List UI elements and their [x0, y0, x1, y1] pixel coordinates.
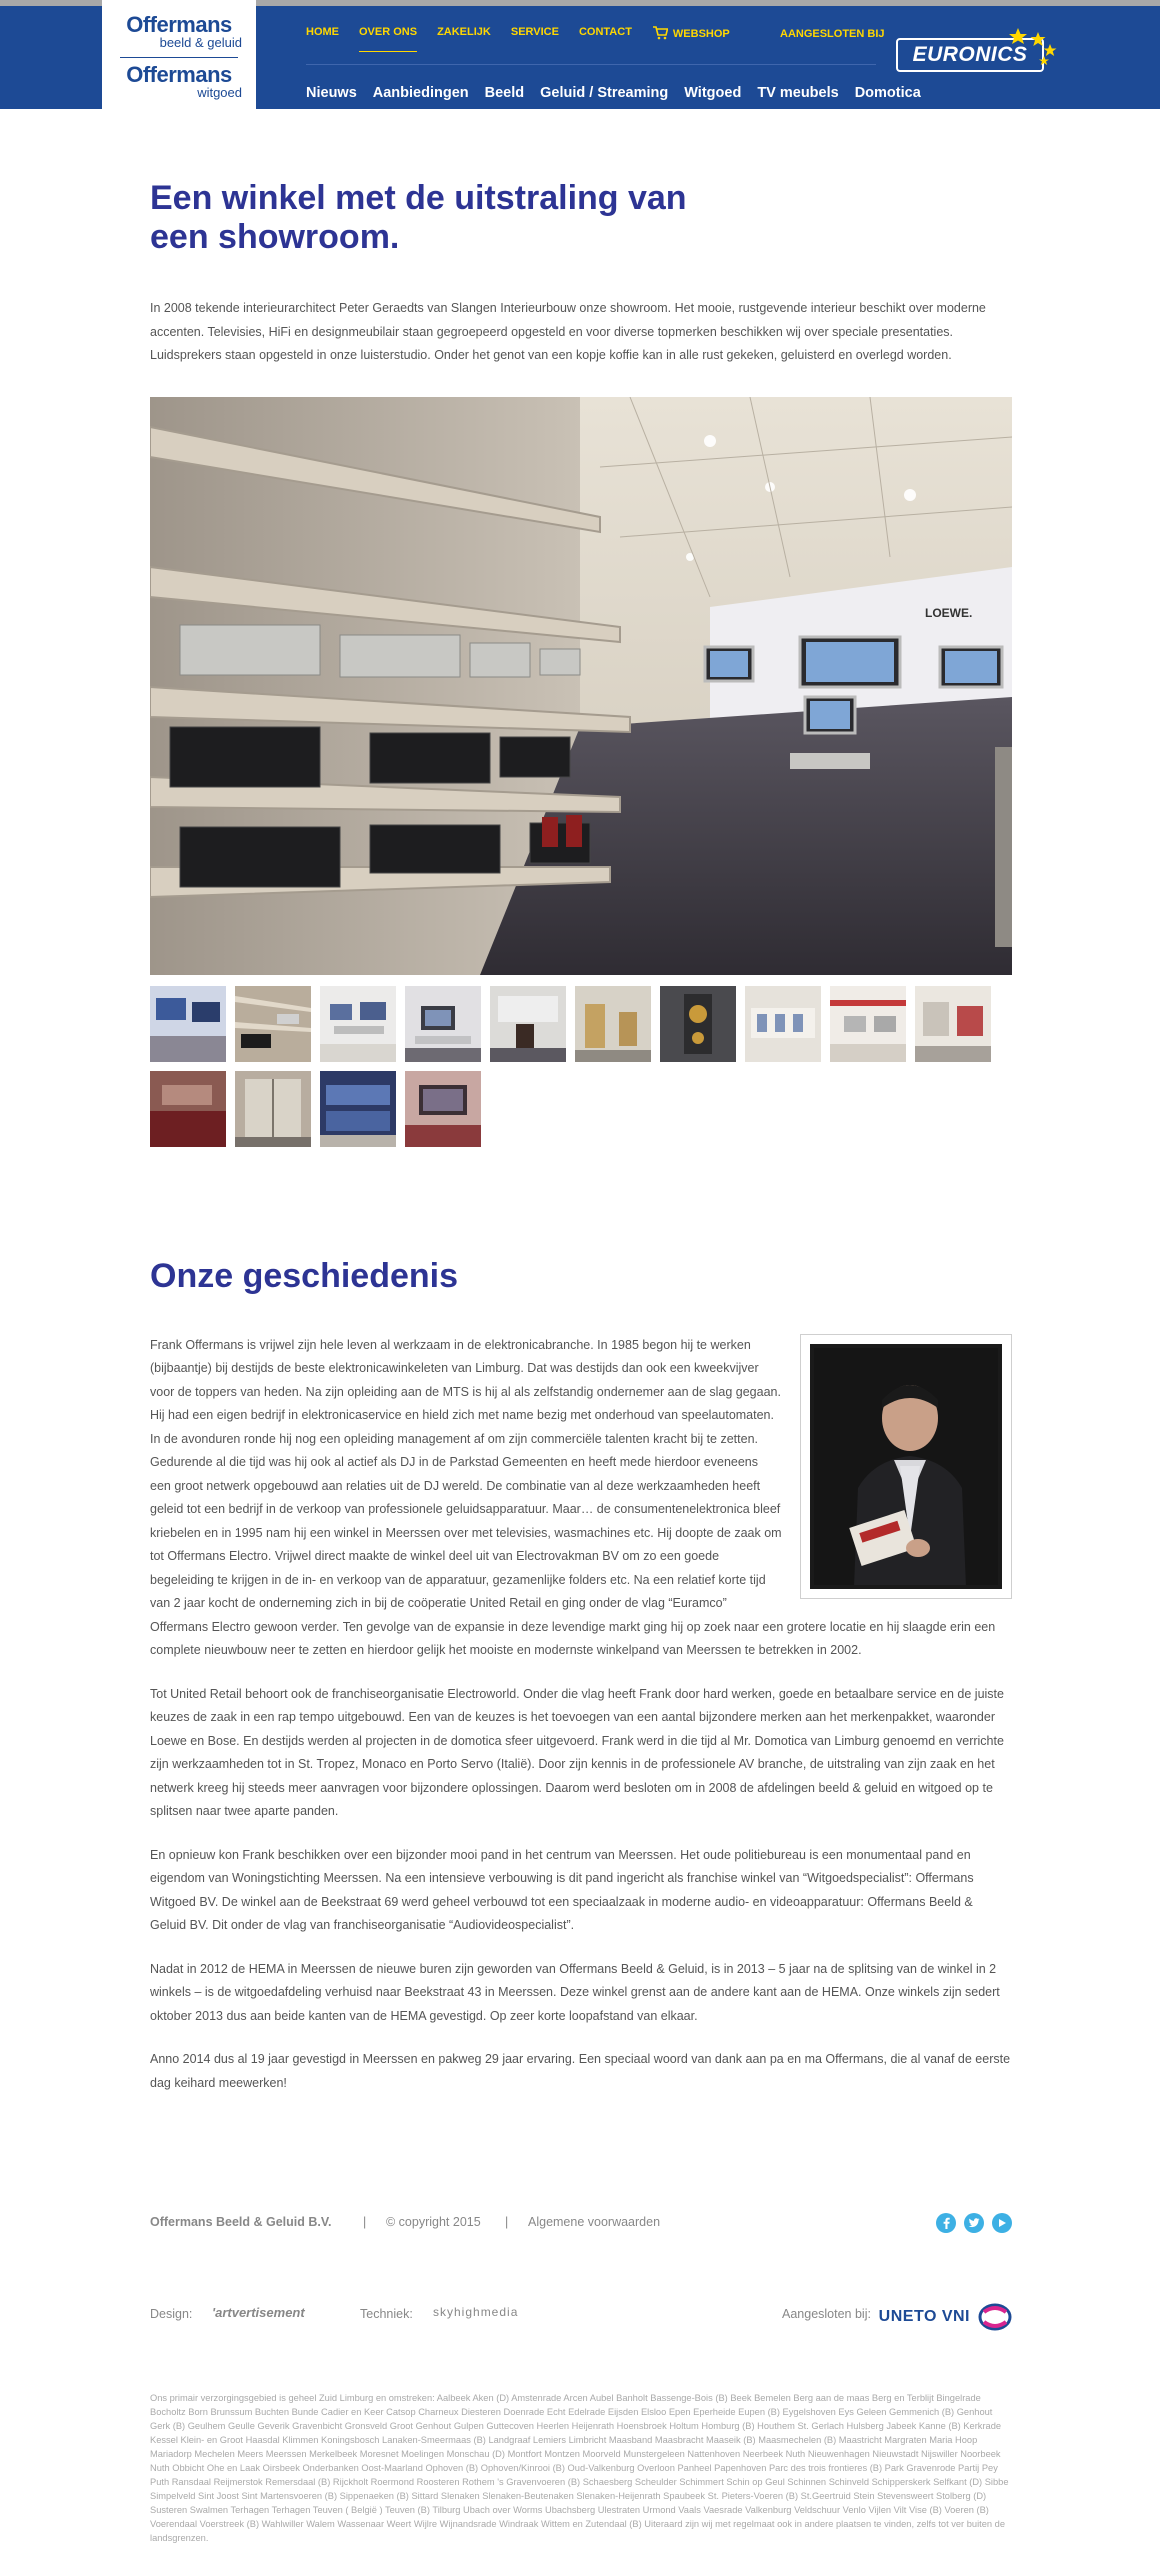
logo-divider [120, 57, 238, 58]
gallery-thumbnail[interactable] [320, 986, 396, 1062]
mainnav-domotica[interactable]: Domotica [854, 85, 921, 101]
cart-icon [652, 26, 668, 43]
logo-bottom-brand: Offermans [126, 62, 232, 87]
topnav-webshop[interactable] [652, 26, 730, 52]
topnav-service[interactable]: SERVICE [510, 26, 559, 38]
logo-top-sub: beeld & geluid [159, 35, 242, 50]
facebook-icon[interactable] [936, 2213, 956, 2233]
stars-icon [1004, 26, 1060, 70]
gallery-thumbnail[interactable] [660, 986, 736, 1062]
gallery-thumbnail[interactable] [745, 986, 821, 1062]
mainnav-beeld[interactable]: Beeld [484, 85, 525, 101]
youtube-icon[interactable] [992, 2213, 1012, 2233]
mainnav-aanbiedingen[interactable]: Aanbiedingen [372, 85, 469, 101]
gallery-thumbnail[interactable] [235, 1071, 311, 1147]
aangesloten-bij-label: AANGESLOTEN BIJ [780, 28, 885, 40]
topnav-over-ons[interactable]: OVER ONS [359, 26, 417, 52]
uneto-vni-emblem-icon [978, 2302, 1012, 2332]
mainnav-geluid-streaming[interactable]: Geluid / Streaming [540, 85, 669, 101]
loewe-sign: LOEWE. [925, 605, 973, 620]
topnav-home[interactable]: HOME [306, 26, 339, 38]
thumbnail-gallery [150, 986, 1012, 1147]
footer-legal-row [150, 2215, 1012, 2245]
nav-divider [306, 64, 876, 65]
mainnav-witgoed[interactable]: Witgoed [684, 85, 742, 101]
topnav-zakelijk[interactable]: ZAKELIJK [437, 26, 491, 38]
twitter-icon[interactable] [964, 2213, 984, 2233]
history-title: Onze geschiedenis [150, 1256, 458, 1295]
logo-bottom-sub: witgoed [197, 85, 242, 100]
showroom-image [150, 397, 1012, 975]
uneto-vni-text: UNETO VNI [878, 2308, 970, 2325]
site-logo[interactable] [102, 0, 256, 115]
history-paragraph: Nadat in 2012 de HEMA in Meerssen de nieuwe buren zijn geworden van Offermans Beeld & Geluid, is in 2013 – 5 jaar na de splitsing van de winkel in 2 winkels – is de witgoedafdeling verhuisd naar Beekstraat 43 in Meerssen. Deze winkel grenst aan de andere kant aan de HEMA. Onze winkels zijn sedert oktober 2013 dus aan beide kanten van de HEMA gevestigd. Op zeer korte loopafstand van elkaar. [150, 1961, 1000, 2023]
euronics-logo-text: EURONICS [896, 38, 1044, 72]
showroom-photo [150, 397, 1012, 975]
history-section [150, 1334, 1012, 2096]
gallery-thumbnail[interactable] [150, 986, 226, 1062]
footer-company: Offermans Beeld & Geluid B.V. [150, 2215, 332, 2229]
tech-label: Techniek: [360, 2307, 413, 2321]
skyhighmedia-logo[interactable]: skyhighmedia [433, 2305, 519, 2319]
gallery-thumbnail[interactable] [235, 986, 311, 1062]
history-paragraph: Anno 2014 dus al 19 jaar gevestigd in Meerssen en pakweg 29 jaar ervaring. Een speciaal woord van dank aan pa en ma Offermans, die al vanaf de eerste dag keihard meewerken! [150, 2052, 1011, 2090]
gallery-thumbnail[interactable] [575, 986, 651, 1062]
gallery-thumbnail[interactable] [915, 986, 991, 1062]
design-label: Design: [150, 2307, 193, 2321]
service-area-text: Ons primair verzorgingsgebied is geheel Zuid Limburg en omstreken: Aalbeek Aken (D) Amstenrade Arcen Aubel Banholt Bassenge-Bois (B) Beek Bemelen Berg aan de maas Berg en Terblijt Bingelrade Bocholtz Born Brunssum Buchten Bunde Cadier en Keer Catsop Charneux Diesteren Doenrade Echt Edelrade Eijsden Elsloo Epen Eperheide Eupen (B) Eygelshoven Eys Geleen Gemmenich (B) Genhout Gerk (B) Geulhem Geulle Geverik Gravenbicht Gronsveld Groot Genhout Gulpen Guttecoven Heerlen Heijenrath Hoensbroek Holtum Homburg (B) Houthem St. Gerlach Hulsberg Jabeek Kanne (B) Kerkrade Kessel Klein- en Groot Haasdal Klimmen Koningsbosch Lanaken-Smeermaas (B) Landgraaf Lemiers Limbricht Maasband Maasbracht Maaseik (B) Maasmechelen (B) Maastricht Margraten Maria Hoop Mariadorp Mechelen Meers Meerssen Merkelbeek Moresnet Moelingen Monschau (D) Montfort Montzen Moorveld Munstergeleen Nattenhoven Neerbeek Nuth Nieuwenhagen Nieuwstadt Nijswiller Noorbeek Nuth Obbicht Ohe en Laak Oirsbeek Onderbanken Oost-Maarland Ophoven (B) Ophoven/Kinrooi (B) Oud-Valkenburg Overloon Panheel Papenhoven Parc des trois frontieres (B) Park Gravenrode Partij Pey Puth Ransdaal Reijmerstok Remersdaal (B) Rijckholt Roermond Roosteren Rothem 's Gravenvoeren (B) Schaesberg Scheulder Schimmert Schin op Geul Schinnen Schinveld Schipperskerk Selfkant (D) Sibbe Simpelveld Sint Joost Sint Martensvoeren (B) Sippenaeken (B) Sittard Slenaken Slenaken-Beutenaken Slenaken-Heijenrath Spaubeek St. Pieters-Voeren (B) St.Geertruid Stein Stevensweert Stolberg (D) Susteren Swalmen Terhagen Terhagen Teuven ( België ) Teuven (B) Tilburg Ubach over Worms Ubachsberg Ulestraten Urmond Vaals Vaesrade Valkenburg Veldschuur Venlo Vijlen Vilt Vise (B) Voeren (B) Voerendaal Voerstreek (B) Wahlwiller Walem Wassenaar Weert Wijlre Wijnandsrade Windraak Wittem en Zutendaal (B) Uiteraard zijn wij met regelmaat ook in andere plaatsen te vinden, zelfs tot ver buiten de landsgrenzen. [150, 2393, 1009, 2543]
webshop-label: WEBSHOP [672, 28, 730, 40]
owner-portrait [800, 1334, 1012, 1599]
logo-top-brand: Offermans [126, 12, 232, 37]
terms-link[interactable]: Algemene voorwaarden [528, 2215, 661, 2229]
footer-separator: | [505, 2215, 509, 2229]
footer-separator: | [363, 2215, 367, 2229]
footer-credits-row [150, 2301, 1012, 2333]
gallery-thumbnail[interactable] [150, 1071, 226, 1147]
footer-copyright: © copyright 2015 [386, 2215, 481, 2229]
euronics-logo[interactable] [896, 30, 1060, 74]
intro-text: In 2008 tekende interieurarchitect Peter Geraedts van Slangen Interieurbouw onze showroom. Het mooie, rustgevende interieur beschikt over moderne accenten. Televisies, HiFi en designmeubilair staan gegroepeerd opgesteld en voor diverse topmerken beschikken wij over speciale presentaties. Luidsprekers staan opgesteld in onze luisterstudio. Onder het genot van een kopje koffie kan in alle rust gekeken, geluisterd en overlegd worden. [150, 301, 986, 362]
history-paragraph: En opnieuw kon Frank beschikken over een bijzonder mooi pand in het centrum van Meerssen. Het oude politiebureau is een monumentaal pand en eigendom van Woningstichting Meerssen. Na een intensieve verbouwing is dit pand ingericht als franchise winkel van “Witgoedspecialist”: Offermans Witgoed BV. De winkel aan de Beekstraat 69 werd geheel verbouwd tot een speciaalzaak in moderne audio- en videoapparatuur: Offermans Beeld & Geluid BV. Dit onder de vlag van franchiseorganisatie “Audiovideospecialist”. [150, 1847, 974, 1932]
gallery-thumbnail[interactable] [490, 986, 566, 1062]
gallery-thumbnail[interactable] [320, 1071, 396, 1147]
top-nav [306, 26, 750, 52]
gallery-thumbnail[interactable] [830, 986, 906, 1062]
uneto-vni-logo[interactable] [879, 2301, 1012, 2333]
social-links [936, 2213, 1012, 2233]
owner-photo [810, 1344, 1002, 1589]
page-title: Een winkel met de uitstraling van een showroom. [150, 179, 687, 256]
main-content [0, 179, 1160, 2095]
history-paragraph: Frank Offermans is vrijwel zijn hele leven al werkzaam in de elektronicabranche. In 1985 begon hij te werken (bijbaantje) bij destijds de beste elektronicawinkeleten van Limburg. Dat was destijds dan ook een kweekvijver voor de toppers van heden. Na zijn opleiding aan de MTS is hij al als zelfstandig ondernemer aan de slag gegaan. Hij had een eigen bedrijf in elektronicaservice en hield zich met name bezig met onderhoud van speelautomaten. In de avonduren ronde hij nog een opleiding management af om zijn commerciële talenten kracht bij te zetten. Gedurende al die tijd was hij ook al actief als DJ in de Parkstad Gemeenten en heeft mede hierdoor eveneens een groot netwerk opgebouwd aan relaties uit de DJ wereld. De combinatie van al deze werkzaamheden heeft geleid tot een bedrijf in de verkoop van professionele geluidsapparatuur. Maar… de consumentenelektronica bleef kriebelen en in 1995 nam hij een winkel in Meerssen over met televisies, wasmachines etc. Hij doopte de zaak om tot Offermans Electro. Vrijwel direct maakte de winkel deel uit van Electrovakman BV om zo een goede begeleiding te krijgen in de in- en verkoop van de apparatuur, gezamenlijke folders etc. Na een relatief korte tijd van 2 jaar kocht de onderneming zich in bij de coöperatie United Retail en ging onder de vlag “Euramco” Offermans Electro gewoon verder. Ten gevolge van de expansie in deze levendige markt ging hij op zoek naar een grotere locatie en hij slaagde erin een complete nieuwbouw neer te zetten en hierdoor gelijk het mooiste en modernste winkelpand van Meerssen te betrekken in 2002. [150, 1337, 996, 1657]
mainnav-nieuws[interactable]: Nieuws [306, 85, 357, 101]
topnav-contact[interactable]: CONTACT [578, 26, 632, 38]
artvertisement-logo[interactable]: 'artvertisement [212, 2305, 305, 2320]
gallery-thumbnail[interactable] [405, 1071, 481, 1147]
mainnav-tv-meubels[interactable]: TV meubels [757, 85, 839, 101]
main-nav [306, 85, 937, 101]
gallery-thumbnail[interactable] [405, 986, 481, 1062]
history-paragraph: Tot United Retail behoort ook de franchiseorganisatie Electroworld. Onder die vlag heeft Frank door hard werken, goede en betaalbare service en de juiste keuzes de zaak in een rap tempo uitgebouwd. Een van de keuzes is het toevoegen van een aantal bijzondere merken aan het merkenpakket, waaronder Loewe en Bose. En destijds werden al projecten in de domotica sfeer uitgevoerd. Frank werd in die tijd al Mr. Domotica van Limburg genoemd en verrichte zijn werkzaamheden tot in St. Tropez, Monaco en Porto Servo (Italië). Door zijn kennis in de professionele AV branche, de uitstraling van zijn zaak en het netwerk kreeg hij steeds meer aanvragen voor bijzondere oplossingen. Daarom werd besloten om in 2008 de afdelingen beeld & geluid en witgoed op te splitsen naar twee aparte panden. [150, 1686, 1004, 1818]
aangesloten-label: Aangesloten bij: [782, 2307, 871, 2321]
site-header [0, 6, 1160, 109]
site-footer [0, 2215, 1160, 2565]
